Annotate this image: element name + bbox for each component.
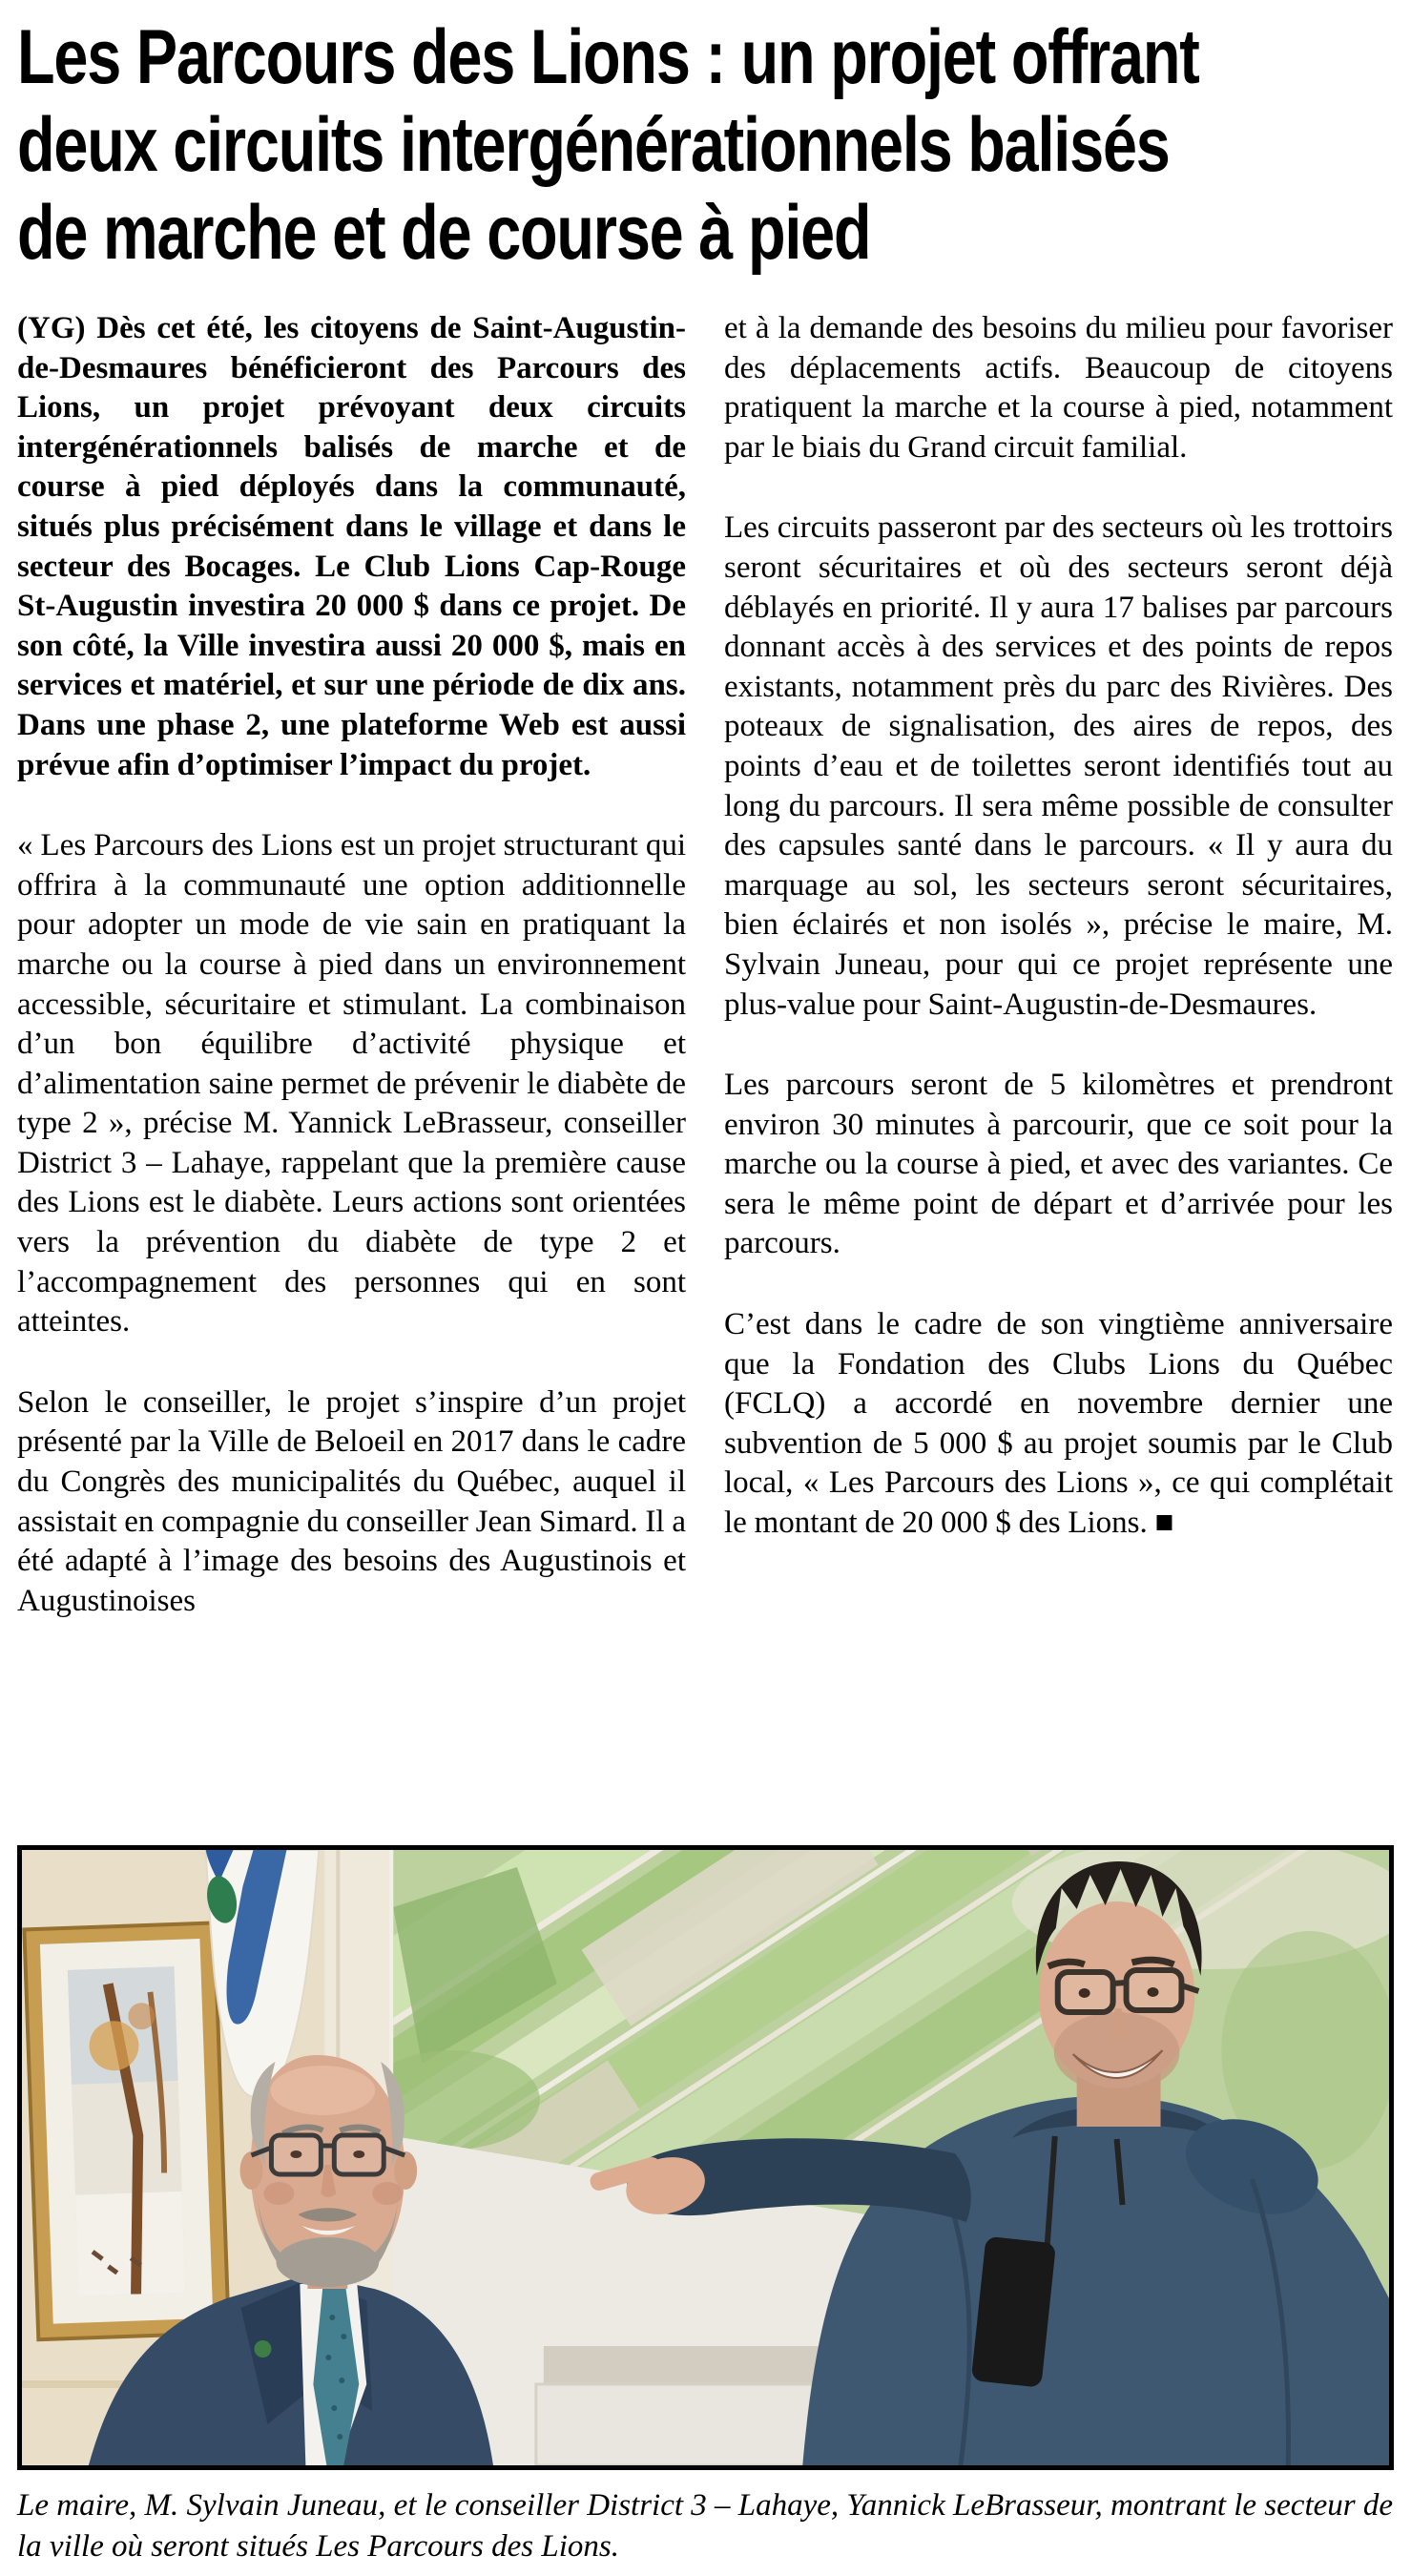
article-body [17,309,1394,1832]
paragraph-fclq-grant: C’est dans le cadre de son vingtième anniversaire que la Fondation des Clubs Lions du Québec (FCLQ) a accordé en novembre dernier une subvention de 5 000 $ au projet soumis par le Club local, « Les Parcours des Lions », ce qui complétait le montant de 20 000 $ des Lions. ■ [724,1307,1393,1541]
photo-illustration [22,1850,1389,2465]
lapel-pin [254,2340,271,2358]
headline-line-2: deux circuits intergénérationnels balisés [17,102,1170,188]
paragraph-origin-project: Selon le conseiller, le projet s’inspire d’un projet présenté par la Ville de Beloeil en 2017 dans le cadre du Congrès des municipalités du Québec, auquel il assistait en compagnie du conseiller Jean Simard. Il a été adapté à l’image des besoins des Augustinois et Augustinoises [17,1384,686,1618]
lead-paragraph: (YG) Dès cet été, les citoyens de Saint-Augustin-de-Desmaures bénéficieront des Parcours des Lions, un projet prévoyant deux circuits intergénérationnels balisés de marche et de course à pied déployés dans la communauté, situés plus précisément dans le village et dans le secteur des Bocages. Le Club Lions Cap-Rouge St-Augustin investira 20 000 $ dans ce projet. De son côté, la Ville investira aussi 20 000 $, mais en services et matériel, et sur une période de dix ans. Dans une phase 2, une plateforme Web est aussi prévue afin d’optimiser l’impact du projet. [17,311,686,782]
neck-device [971,2236,1056,2388]
column-right [724,309,1393,1832]
paragraph-quote-lebrasseur: « Les Parcours des Lions est un projet structurant qui offrira à la communauté une option additionnelle pour adopter un mode de vie sain en pratiquant la marche ou la course à pied dans un environnement accessible, sécuritaire et stimulant. La combinaison d’un bon équilibre d’activité physique et d’alimentation saine permet de prévenir le diabète de type 2 », précise M. Yannick LeBrasseur, conseiller District 3 – Lahaye, rappelant que la première cause des Lions est le diabète. Leurs actions sont orientées vers la prévention du diabète de type 2 et l’accompagnement des personnes qui en sont atteintes. [17,828,686,1340]
photo-caption: Le maire, M. Sylvain Juneau, et le conseiller District 3 – Lahaye, Yannick LeBrasseur, montrant le secteur de la ville où seront situés Les Parcours des Lions. [17,2488,1393,2564]
article-photo-figure [17,1845,1394,2567]
article-photo [17,1845,1394,2470]
headline-line-3: de marche et de course à pied [17,190,871,276]
paragraph-circuits-details: Les circuits passeront par des secteurs où les trottoirs seront sécuritaires et où des secteurs seront déjà déblayés en priorité. Il y aura 17 balises par parcours donnant accès à des services et des points de repos existants, notamment près du parc des Rivières. Des poteaux de signalisation, des aires de repos, des points d’eau et de toilettes seront identifiés tout au long du parcours. Il sera même possible de consulter des capsules santé dans le parcours. « Il y aura du marquage au sol, les secteurs seront sécuritaires, bien éclairés et non isolés », précise le maire, M. Sylvain Juneau, pour qui ce projet représente une plus-value pour Saint-Augustin-de-Desmaures. [724,510,1393,1022]
paragraph-distance: Les parcours seront de 5 kilomètres et prendront environ 30 minutes à parcourir, que ce soit pour la marche ou la course à pied, et avec des variantes. Ce sera le même point de départ et d’arrivée pour les parcours. [724,1068,1393,1261]
councillor-glasses [1058,1970,1199,2012]
headline-line-1: Les Parcours des Lions : un projet offrant [17,14,1199,100]
paragraph-continuation: et à la demande des besoins du milieu pour favoriser des déplacements actifs. Beaucoup de citoyens pratiquent la marche et la course à pied, notamment par le biais du Grand circuit familial. [724,311,1393,465]
framed-painting [24,1922,228,2339]
article-headline [17,13,1394,277]
column-left [17,309,686,1832]
